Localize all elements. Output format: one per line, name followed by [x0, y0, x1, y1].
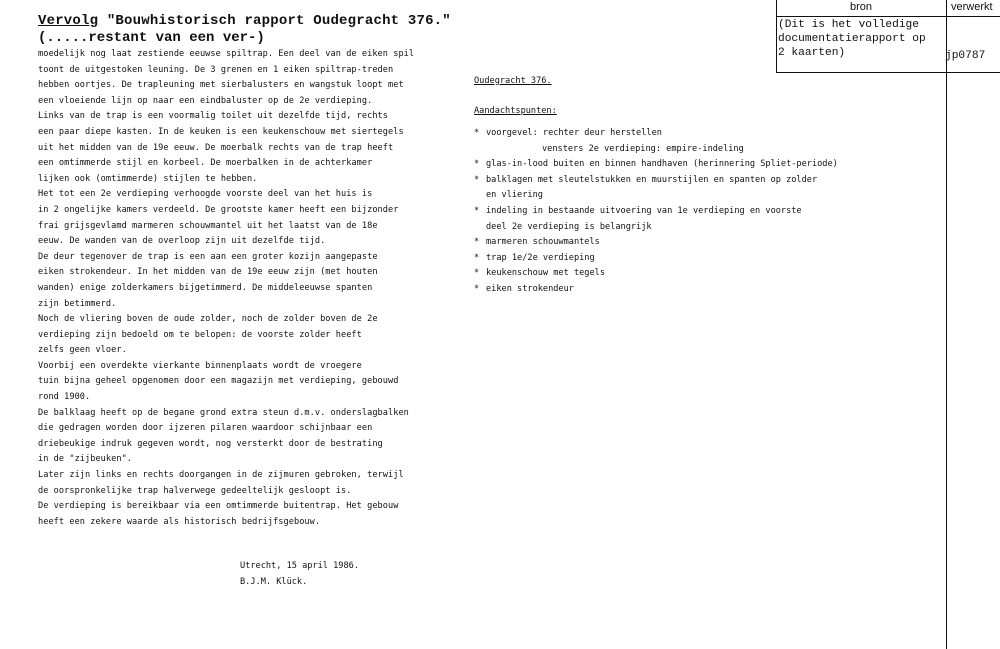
- attention-point-text: deel 2e verdieping is belangrijk: [486, 221, 652, 232]
- body-line: eeuw. De wanden van de overloop zijn uit dezelfde tijd.: [38, 236, 326, 247]
- address-heading: Oudegracht 376.: [474, 76, 552, 86]
- attention-point-text: indeling in bestaande uitvoering van 1e verdieping en voorste: [486, 205, 802, 216]
- attention-point-text: eiken strokendeur: [486, 283, 574, 294]
- source-note-line: documentatierapport op: [778, 33, 926, 45]
- body-line: driebeukige indruk gegeven wordt, nog versterkt door de bestrating: [38, 438, 383, 449]
- body-line: Voorbij een overdekte vierkante binnenplaats wordt de vroegere: [38, 360, 362, 371]
- body-line: een omtimmerde stijl en korbeel. De moerbalken in de achterkamer: [38, 158, 373, 169]
- bullet-icon: *: [474, 283, 480, 294]
- body-line: frai grijsgevlamd marmeren schouwmantel uit het laatst van de 18e: [38, 220, 378, 231]
- report-title: [38, 13, 451, 29]
- body-line: Later zijn links en rechts doorgangen in de zijmuren gebroken, terwijl: [38, 470, 404, 481]
- bullet-icon: *: [474, 174, 480, 185]
- attention-point: [474, 173, 894, 204]
- body-line: een paar diepe kasten. In de keuken is een keukenschouw met siertegels: [38, 126, 404, 137]
- attention-point-text: en vliering: [486, 190, 543, 201]
- attention-point-text: marmeren schouwmantels: [486, 237, 600, 248]
- body-line: Noch de vliering boven de oude zolder, noch de zolder boven de 2e: [38, 314, 378, 325]
- bullet-icon: *: [474, 128, 480, 138]
- title-prefix: Vervolg: [38, 13, 99, 29]
- body-line: Het tot een 2e verdieping verhoogde voorste deel van het huis is: [38, 189, 373, 200]
- attention-point: [474, 235, 894, 251]
- body-line: die gedragen worden door ijzeren pilaren waardoor schijnbaar een: [38, 423, 373, 434]
- signoff: [240, 558, 359, 590]
- body-line: wanden) enige zolderkamers bijgetimmerd. De middeleeuwse spanten: [38, 282, 373, 293]
- verwerkt-header: verwerkt: [946, 0, 1000, 17]
- body-line: rond 1900.: [38, 392, 91, 403]
- attention-point-text: trap 1e/2e verdieping: [486, 252, 595, 263]
- bullet-icon: *: [474, 159, 480, 170]
- source-note-line: 2 kaarten): [778, 47, 846, 59]
- body-line: heeft een zekere waarde als historisch bedrijfsgebouw.: [38, 516, 321, 527]
- body-line: Links van de trap is een voormalig toilet uit dezelfde tijd, rechts: [38, 111, 388, 122]
- body-line: zijn betimmerd.: [38, 298, 117, 309]
- title-rest: "Bouwhistorisch rapport Oudegracht 376.": [98, 13, 451, 29]
- bullet-icon: *: [474, 268, 480, 279]
- body-line: lijken ook (omtimmerde) stijlen te hebben.: [38, 173, 258, 184]
- attention-points-heading: Aandachtspunten:: [474, 106, 557, 116]
- report-subtitle: (.....restant van een ver-): [38, 30, 265, 46]
- attention-point-text: balklagen met sleutelstukken en muurstijlen en spanten op zolder: [486, 174, 818, 185]
- attention-point: [474, 126, 894, 157]
- source-note: [778, 18, 946, 60]
- bullet-icon: *: [474, 252, 480, 263]
- processed-code: jp0787: [945, 50, 986, 62]
- body-line: een vloeiende lijn op naar een eindbaluster op de 2e verdieping.: [38, 95, 373, 106]
- attention-points-list: [474, 126, 894, 298]
- bullet-icon: *: [474, 205, 480, 216]
- body-line: De balklaag heeft op de begane grond extra steun d.m.v. onderslagbalken: [38, 407, 409, 418]
- author-name: B.J.M. Klück.: [240, 577, 308, 587]
- bullet-icon: *: [474, 237, 480, 248]
- body-line: toont de uitgestoken leuning. De 3 grenen en 1 eiken spiltrap-treden: [38, 64, 394, 75]
- source-note-line: (Dit is het volledige: [778, 19, 919, 31]
- attention-point: [474, 204, 894, 235]
- place-date: Utrecht, 15 april 1986.: [240, 561, 359, 571]
- body-line: tuin bijna geheel opgenomen door een magazijn met verdieping, gebouwd: [38, 376, 399, 387]
- attention-point: [474, 282, 894, 298]
- attention-point-text: keukenschouw met tegels: [486, 268, 605, 279]
- attention-point-text: vensters 2e verdieping: empire-indeling: [542, 143, 744, 154]
- column-divider: [946, 0, 947, 649]
- attention-point-text: glas-in-lood buiten en binnen handhaven (herinnering Spliet-periode): [486, 159, 838, 170]
- body-line: in 2 ongelijke kamers verdeeld. De grootste kamer heeft een bijzonder: [38, 204, 399, 215]
- body-line: zelfs geen vloer.: [38, 345, 127, 356]
- body-line: in de "zijbeuken".: [38, 454, 133, 465]
- body-line: verdieping zijn bedoeld om te belopen: de voorste zolder heeft: [38, 329, 362, 340]
- body-line: hebben oortjes. De trapleuning met sierbalusters en wangstuk loopt met: [38, 80, 404, 91]
- attention-point: [474, 251, 894, 267]
- body-line: moedelijk nog laat zestiende eeuwse spiltrap. Een deel van de eiken spil: [38, 49, 415, 59]
- body-line: uit het midden van de 19e eeuw. De moerbalk rechts van de trap heeft: [38, 142, 394, 153]
- body-line: De deur tegenover de trap is een aan een groter kozijn aangepaste: [38, 251, 378, 262]
- body-line: de oorspronkelijke trap halverwege gedeeltelijk gesloopt is.: [38, 485, 352, 496]
- body-line: De verdieping is bereikbaar via een omtimmerde buitentrap. Het gebouw: [38, 501, 399, 512]
- bron-header: bron: [776, 0, 946, 17]
- attention-point: [474, 157, 894, 173]
- report-body: [38, 47, 438, 530]
- attention-point-text: voorgevel: rechter deur herstellen: [486, 128, 662, 138]
- attention-point: [474, 266, 894, 282]
- body-line: eiken strokendeur. In het midden van de 19e eeuw zijn (met houten: [38, 267, 378, 278]
